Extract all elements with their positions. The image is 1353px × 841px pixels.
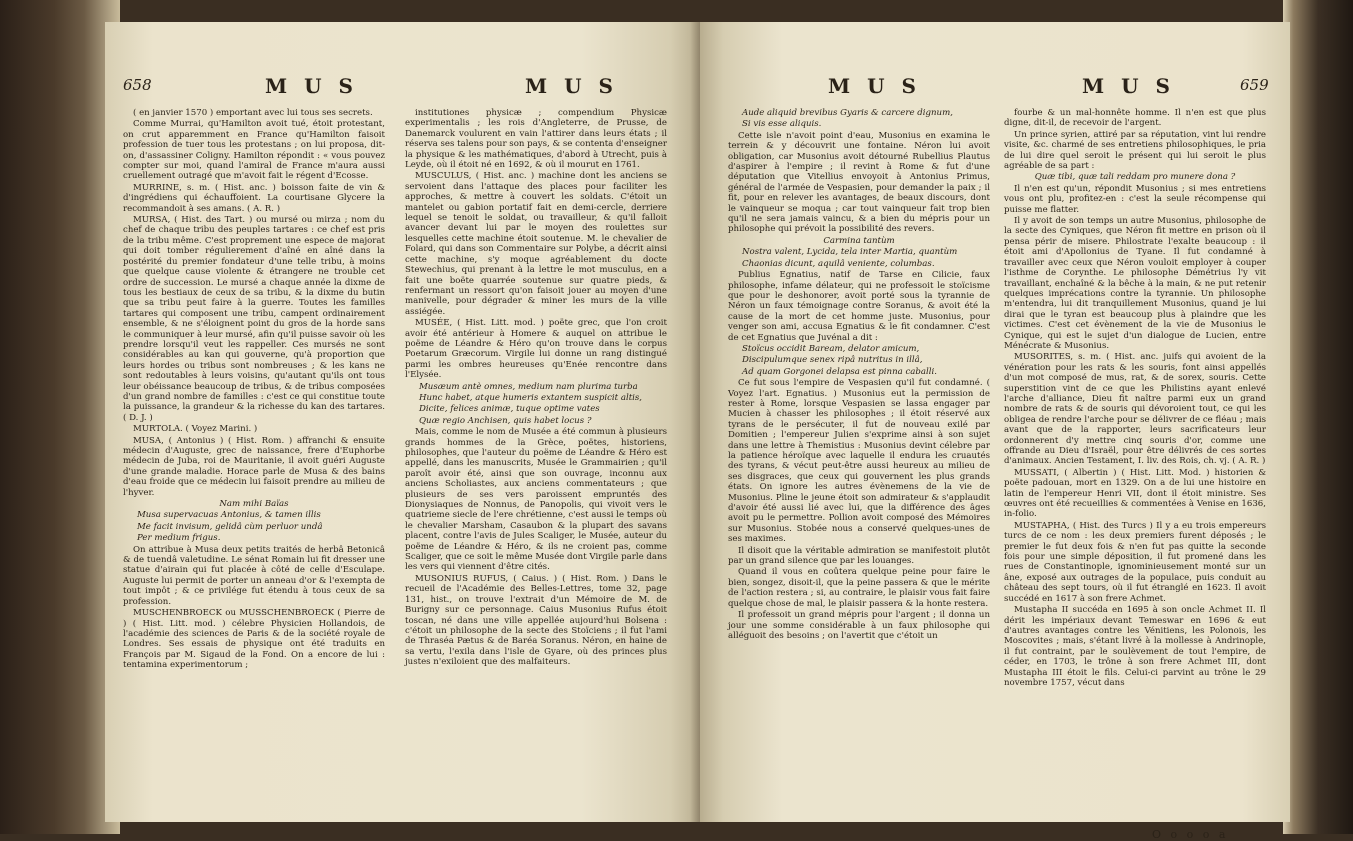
entry-musculus: MUSCULUS, ( Hist. anc. ) machine dont les anciens se servoient dans l'attaque des places pour faciliter les approches, & mettre à couvert les soldats. C'étoit un mantelet ou gabion portatif fait en demi-cercle, derriere lequel se tenoit le soldat, ou travailleur, & qu'il falloit avancer devant lui par le moyen des roulettes sur lesquelles cette machine étoit soutenue. M. le chevalier de Folard, qui dans son Commentaire sur Polybe, a décrit ainsi cette machine, s'y moque agréablement du docte Stewechius, qui prenant à la lettre le mot musculus, en a fait une boëte quarrée soutenue sur quatre pieds, & renfermant un ressort qu'on faisoit jouer au moyen d'une manivelle, pour dégrader & miner les murs de la ville assiégée.	[405, 171, 667, 317]
paragraph: fourbe & un mal-honnête homme. Il n'en est que plus digne, dit-il, de recevoir de l'argent.	[1004, 108, 1266, 129]
right-cover-edge	[1283, 0, 1353, 834]
verse-line: Stoïcus occidit Baream, delator amicum,	[742, 343, 920, 354]
verse-line: Quæ tibi, quæ tali reddam pro munere dona ?	[1034, 172, 1236, 183]
entry-murtola: MURTOLA. ( Voyez Marini. )	[133, 424, 258, 435]
verse-line: Nostra valent, Lycida, tela inter Martia, quantùm	[742, 247, 958, 258]
paragraph: Ce fut sous l'empire de Vespasien qu'il fut condamné. ( Voyez l'art. Egnatius. ) Musonius eut la permission de rester à Rome, lorsque Vespasien se lassa engager par Mucien à chasser les philosophes ; il étoit réservé aux tyrans de le persécuter, il fut de nouveau exilé par Domitien ; l'empereur Julien s'exprime ainsi à son sujet dans une lettre à Themistius : Musonius devint célebre par la patience héroïque avec laquelle il endura les cruautés des tyrans, & vécut peut-être aussi heureux au milieu de ses disgraces, que ceux qui gouvernent les plus grands états. On ignore les autres évènemens de la vie de Musonius. Pline le jeune étoit son admirateur & s'applaudit d'avoir été aussi lié avec lui, que la différence des âges avoit pu le permettre. Pollion avoit composé des Mémoires sur Musonius. Stobée nous a conservé quelques-unes de ses maximes.	[728, 378, 990, 545]
paragraph: Un prince syrien, attiré par sa réputation, vint lui rendre visite, &c. charmé de ses entretiens philosophiques, le pria de lui dire quel seroit le présent qui lui seroit le plus agréable de sa part :	[1004, 129, 1266, 172]
verse-line: Me facit invisum, gelidâ cùm perluor undâ	[137, 521, 323, 532]
verse-line: Nam mihi Baïas	[219, 499, 289, 510]
verse-line: Per medium frigus.	[137, 533, 221, 544]
left-running-head: M U S	[265, 74, 358, 98]
verse-line: Dicite, felices animæ, tuque optime vates	[419, 404, 600, 415]
left-page	[105, 22, 700, 822]
verse-line: Quæ regio Anchisen, quis habet locus ?	[419, 415, 592, 426]
paragraph: Mais, comme le nom de Musée a été commun à plusieurs grands hommes de la Grèce, poëtes, historiens, philosophes, que l'auteur du poëme de Léandre & Héro est appellé, dans les manuscrits, Musée le Grammairien ; qu'il paroît avoir été, ainsi que son ouvrage, inconnu aux anciens Scholiastes, aux anciens commentateurs ; que plusieurs de ses vers paroissent empruntés des Dionysiaques de Nonnus, de Panopolis, qui vivoit vers le quatrieme siecle de l'ere chrétienne, c'est aussi le temps où le chevalier Marsham, Casaubon & la plupart des savans placent, contre l'avis de Jules Scaliger, le Musée, auteur du poëme de Léandre & Héro, & ils ne croient pas, comme Scaliger, que ce soit le même Musée dont Virgile parle dans les vers qui viennent d'être cités.	[405, 427, 667, 573]
right-running-head: M U S	[828, 74, 921, 98]
left-column-2	[405, 108, 667, 813]
left-cover-edge	[0, 0, 120, 834]
verse-line: Aude aliquid brevibus Gyaris & carcere dignum,	[742, 108, 953, 118]
paragraph: Publius Egnatius, natif de Tarse en Cilicie, faux philosophe, infame délateur, qui ne professoit le stoïcisme que pour le deshonorer, avoit porté sous la tyrannie de Néron un faux témoignage contre Soranus, & avoit été la cause de la mort de cet homme juste. Musonius, pour venger son ami, accusa Egnatius & le fit condamner. C'est de cet Egnatius que Juvénal a dit :	[728, 270, 990, 343]
verse-line: Musa supervacuas Antonius, & tamen illis	[137, 510, 321, 521]
verse-line: Chaonias dicunt, aquilâ veniente, columbas.	[742, 258, 935, 269]
paragraph: Il professoit un grand mépris pour l'argent ; il donna un jour une somme considérable à un faux philosophe qui alléguoit des besoins ; on l'avertit que c'étoit un	[728, 610, 990, 641]
left-page-number: 658	[123, 76, 152, 94]
signature-mark: O o o o a	[1152, 828, 1229, 841]
entry-mursa: MURSA, ( Hist. des Tart. ) ou mursé ou mirza ; nom du chef de chaque tribu des peuples tartares : ce chef est pris de la tribu même. C'est proprement une espece de majorat qui doit tomber régulierement d'aîné en aîné dans la postérité du premier fondateur d'une telle tribu, à moins que quelque cause violente & étrangere ne trouble cet ordre de succession. Le mursé a chaque année la dixme de tous les bestiaux de ceux de sa tribu, & la dixme du butin que sa tribu peut faire à la guerre. Toutes les familles tartares qui composent une tribu, campent ordinairement ensemble, & ne s'éloignent point du gros de la horde sans le communiquer à leur mursé, afin qu'il puisse savoir où les prendre lorsqu'il veut les rappeller. Ces mursés ne sont considérables au kan qui gouverne, qu'à proportion que leurs hordes ou tribus sont nombreuses ; & les kans ne sont redoutables à leurs voisins, qu'autant qu'ils ont tous leur obéissance beaucoup de tribus, & de tribus composées d'un grand nombre de familles : c'est ce qui constitue toute la puissance, la grandeur & la richesse du kan des tartares. ( D. J. )	[123, 215, 385, 423]
entry-muschenbroeck: MUSCHENBROECK ou MUSSCHENBROECK ( Pierre de ) ( Hist. Litt. mod. ) célebre Physicien Hollandois, de l'académie des sciences de Paris & de la société royale de Londres. Ses essais de physique ont été traduits en François par M. Sigaud de la Fond. On a encore de lui : tentamina experimentorum ;	[123, 608, 385, 671]
paragraph: institutiones physicæ ; compendium Physicæ experimentalis ; les rois d'Angleterre, de Prusse, de Danemarck voulurent en vain l'attirer dans leurs états ; il réserva ses talens pour son pays, & se contenta d'enseigner la physique & les mathématiques, d'abord à Utrecht, puis à Leyde, où il étoit né en 1692, & où il mourut en 1761.	[405, 108, 667, 171]
left-running-head-2: M U S	[525, 74, 618, 98]
paragraph: On attribue à Musa deux petits traités de herbâ Betonicâ & de tuendâ valetudine. Le sénat Romain lui fit dresser une statue d'airain qui fut placée à côté de celle d'Esculape. Auguste lui permit de porter un anneau d'or & l'exempta de tout impôt ; & ce privilége fut étendu à tous ceux de sa profession.	[123, 544, 385, 607]
right-page	[700, 22, 1290, 841]
entry-musorites: MUSORITES, s. m. ( Hist. anc. juifs qui avoient de la vénération pour les rats & les souris, font ainsi appellés d'un mot composé de mus, rat, & de sorex, souris. Cette superstition vint de ce que les Philistins ayant enlevé l'arche d'alliance, Dieu fit naître parmi eux un grand nombre de rats & de souris qui dévoroient tout, ce qui les obligea de rendre l'arche pour se délivrer de ce fléau ; mais avant que de la rapporter, leurs sacrificateurs leur ordonnerent d'y mettre cinq souris d'or, comme une offrande au Dieu d'Israël, pour être délivrés de ces sortes d'animaux. Ancien Testament, I. liv. des Rois, ch. vj. ( A. R. )	[1004, 352, 1266, 467]
entry-mustapha: MUSTAPHA, ( Hist. des Turcs ) Il y a eu trois empereurs turcs de ce nom : les deux premiers furent déposés ; le premier le fut deux fois & n'en fut pas quitte la seconde fois pour une simple déposition, il fut promené dans les rues de Constantinople, ignominieusement monté sur un âne, exposé aux outrages de la populace, puis conduit au château des sept tours, où il fut étranglé en 1623. Il avoit succédé en 1617 à son frere Achmet.	[1004, 520, 1266, 604]
verse-line: Ad quam Gorgonei delapsa est pinna caballi.	[742, 366, 938, 377]
paragraph: Il n'en est qu'un, répondit Musonius ; si mes entretiens vous ont plu, profitez-en : c'est la seule récompense qui puisse me flatter.	[1004, 183, 1266, 215]
entry-murrine: MURRINE, s. m. ( Hist. anc. ) boisson faite de vin & d'ingrédiens qui échauffoient. La courtisane Glycere la recommandoit à ses amans. ( A. R. )	[123, 182, 385, 214]
verse-line: Hunc habet, atque humeris extantem suspicit altis,	[419, 392, 643, 403]
paragraph: Comme Murrai, qu'Hamilton avoit tué, étoit protestant, on crut apparemment en France qu'Hamilton faisoit profession de tuer tous les protestans ; on lui proposa, dit-on, d'assassiner Coligny. Hamilton répondit : « vous pouvez compter sur moi, quand l'amiral de France m'aura aussi cruellement outragé que m'avoit fait le régent d'Ecosse.	[123, 119, 385, 182]
paragraph: Mustapha II succéda en 1695 à son oncle Achmet II. Il dérit les impériaux devant Temeswar en 1696 & eut d'autres avantages contre les Vénitiens, les Polonois, les Moscovites ; mais, s'étant livré à la mollesse à Andrinople, il fut contraint, par le soulèvement de tout l'empire, de céder, en 1703, le trône à son frere Achmet III, dont Mustapha III étoit le fils. Celui-ci parvint au trône le 29 novembre 1757, vécut dans	[1004, 605, 1266, 688]
paragraph: ( en janvier 1570 ) emportant avec lui tous ses secrets.	[133, 108, 373, 118]
entry-musonius-rufus: MUSONIUS RUFUS, ( Caius. ) ( Hist. Rom. ) Dans le recueil de l'Académie des Belles-Lettres, tome 32, page 131, hist., on trouve l'extrait d'un Mémoire de M. de Burigny sur ce personnage. Caius Musonius Rufus étoit toscan, né dans une ville appellée aujourd'hui Bolsena : c'étoit un philosophe de la secte des Stoïciens ; il fut l'ami de Thraséa Pætus & de Baréa Soranus. Néron, en haine de sa vertu, l'exila dans l'isle de Gyare, où des princes plus justes n'exiloient que des malfaiteurs.	[405, 573, 667, 668]
entry-musa: MUSA, ( Antonius ) ( Hist. Rom. ) affranchi & ensuite médecin d'Auguste, grec de naissance, frere d'Euphorbe médecin de Juba, roi de Mauritanie, il avoit guéri Auguste d'une grande maladie. Horace parle de Musa & des bains d'eau froide que ce médecin lui faisoit prendre au milieu de l'hyver.	[123, 435, 385, 498]
verse-title: Carmina tantùm	[823, 235, 895, 246]
paragraph: Quand il vous en coûtera quelque peine pour faire le bien, songez, disoit-il, que la peine passera & que le mérite de l'action restera ; si, au contraire, le plaisir vous fait faire quelque chose de mal, le plaisir passera & la honte restera.	[728, 567, 990, 609]
right-running-head-2: M U S	[1082, 74, 1175, 98]
right-column-1	[728, 108, 990, 813]
paragraph: Cette isle n'avoit point d'eau, Musonius en examina le terrein & y découvrit une fontaine. Néron lui avoit obligation, car Musonius avoit détourné Rubellius Plautus d'aspirer à l'empire ; il revint à Rome & fut d'une députation que Vitellius envoyoit à Antonius Primus, général de l'armée de Vespasien, pour demander la paix ; il fit, pour en relever les avantages, de beaux discours, dont le vainqueur se moqua ; car tout vainqueur fait trop bien qu'il ne sera jamais vaincu, & a bien du mépris pour un philosophe qui prévoit la possibilité des revers.	[728, 130, 990, 235]
entry-mussati: MUSSATI, ( Albertin ) ( Hist. Litt. Mod. ) historien & poëte padouan, mort en 1329. On a de lui une histoire en latin de l'empereur Henri VII, dont il étoit ministre. Ses œuvres ont été recueillies & commentées à Venise en 1636, in-folio.	[1004, 467, 1266, 520]
paragraph: Il disoit que la véritable admiration se manifestoit plutôt par un grand silence que par les louanges.	[728, 545, 990, 567]
paragraph: Il y avoit de son temps un autre Musonius, philosophe de la secte des Cyniques, que Néron fit mettre en prison où il pensa périr de misere. Philostrate l'exalte beaucoup : il étoit ami d'Apollonius de Tyane. Il fut condamné à travailler avec ceux que Néron vouloit employer à couper l'isthme de Corynthe. Le philosophe Démétrius l'y vit travaillant, enchaîné & la bêche à la main, & ne put retenir quelques imprécations contre la tyrannie. Un philosophe m'entendra, lui dit tranquillement Musonius, quand je lui dirai que le tyran est beaucoup plus à plaindre que les victimes. C'est cet évènement de la vie de Musonius le Cynique, qui est le sujet d'un dialogue de Lucien, entre Ménécrate & Musonius.	[1004, 216, 1266, 351]
entry-musee: MUSÉE, ( Hist. Litt. mod. ) poëte grec, que l'on croit avoir été antérieur à Homere & auquel on attribue le poëme de Léandre & Héro qu'on trouve dans le corpus Poetarum Græcorum. Virgile lui donne un rang distingué parmi les ombres heureuses qu'Enée rencontre dans l'Elysée.	[405, 318, 667, 381]
verse-line: Si vis esse aliquis.	[742, 119, 822, 130]
right-page-number: 659	[1240, 76, 1269, 94]
verse-line: Discipulumque senex ripâ nutritus in illâ,	[742, 355, 923, 366]
left-column-1	[123, 108, 385, 813]
right-column-2	[1004, 108, 1266, 813]
verse-line: Musæum antè omnes, medium nam plurima turba	[419, 381, 638, 392]
